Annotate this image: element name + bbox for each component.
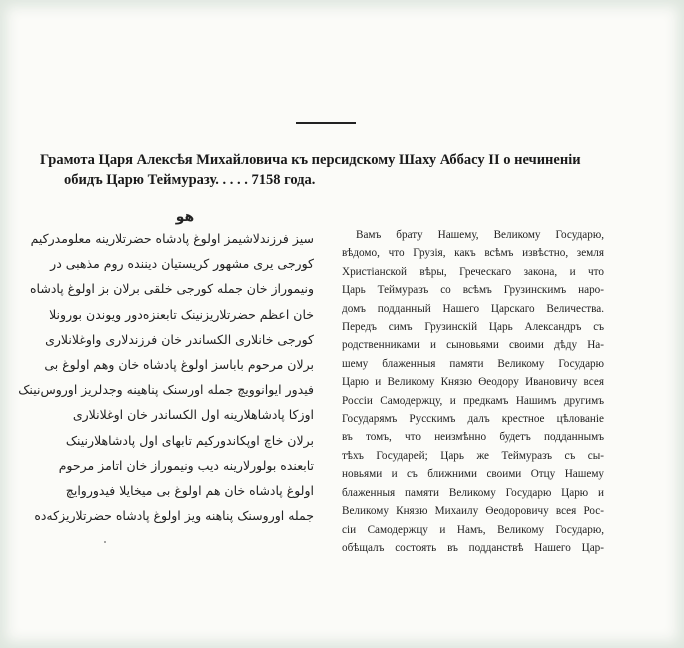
russian-text-line: новьями и съ ближними своими Отцу Нашему: [342, 468, 604, 481]
russian-text-line: домъ подданный Нашего Царскаго Величества.: [342, 302, 604, 315]
persian-text-line: کورجی خانلاری الکساندر خان فرزندلاری واوغلانلاری: [45, 331, 314, 347]
russian-text-line: Государямъ Русскимъ далъ крестное цѣлованіе: [342, 413, 604, 426]
title-line-1: Грамота Царя Алексѣя Михайловича къ персидскому Шаху Аббасу II о нечиненіи: [40, 152, 581, 168]
persian-text-line: جمله اوروسنک پناهنه ویز اولوغ پادشاه حضرتلاریزکه‌ده: [34, 508, 314, 524]
persian-text-line: اولوغ پادشاه خان هم اولوغ بی میخایلا فیدوروایچ: [65, 483, 314, 499]
persian-text-line: سیز فرزندلاشیمز اولوغ پادشاه حضرتلارینه معلومدرکیم: [30, 231, 314, 246]
russian-text-line: Царь Теймуразъ со всѣмъ Грузинскимъ наро-: [342, 284, 604, 297]
russian-text-line: Христіанской вѣры, Греческаго закона, и что: [342, 265, 604, 278]
persian-text-line: اوزکا پادشاهلارینه اول الکساندر خان اوغلانلاری: [72, 407, 314, 423]
russian-text-column: [342, 226, 604, 557]
paper-speck: [104, 541, 106, 543]
persian-text-line: فیدور ایوانوویچ جمله اورسنک پناهینه وجدلریز اوروس‌نینک: [18, 382, 314, 398]
persian-text-line: ونیموراز خان جمله کورجی خلقی برلان بز اولوغ پادشاه: [30, 281, 314, 297]
invocation-mark: هو: [175, 209, 195, 225]
russian-text-line: Вамъ брату Нашему, Великому Государю,: [356, 229, 604, 241]
persian-text-line: برلان خاچ اوپکاندورکیم تابهای اول پادشاهلارنینک: [65, 432, 314, 448]
russian-text-line: Передъ симъ Грузинскій Царь Александръ съ: [342, 321, 604, 334]
russian-text-line: вѣдомо, что Грузія, какъ всѣмъ извѣстно, земля: [342, 247, 604, 260]
persian-text-column: [18, 226, 314, 528]
persian-text-line: برلان مرحوم باباسز اولوغ پادشاه خان وهم اولوغ بی: [44, 357, 314, 373]
document-title: [40, 150, 640, 190]
russian-text-line: сіи Самодержцу и Намъ, Великому Государю,: [342, 523, 604, 536]
title-line-2: обидъ Царю Теймуразу. . . . . 7158 года.: [64, 172, 316, 188]
russian-text-line: Великому Князю Михаилу Өеодоровичу всея Рос-: [342, 505, 604, 518]
separator-rule: [296, 122, 356, 124]
russian-text-line: блаженныя памяти Великому Государю Царю и: [342, 486, 604, 499]
russian-text-line: въ томъ, что неизмѣнно будетъ подданнымъ: [342, 431, 604, 444]
russian-text-line: шему блаженныя памяти Великому Государю: [342, 357, 604, 370]
russian-text-line: обѣщалъ состоять въ подданствѣ Нашего Цар-: [342, 541, 604, 554]
russian-text-line: Россіи Самодержцу, и предкамъ Нашимъ другимъ: [342, 394, 604, 407]
russian-text-line: тѣхъ Государей; Царь же Теймуразъ съ сы-: [342, 449, 604, 462]
persian-text-line: کورجی یری مشهور کریستیان دیننده روم مذهبی در: [50, 256, 314, 272]
russian-text-line: родственниками и сыновьями своими дѣду На-: [342, 339, 604, 352]
russian-text-line: Царю и Великому Князю Өеодору Ивановичу всея: [342, 376, 604, 389]
persian-text-line: تابعنده بولورلارینه دیب ونیموراز خان اتامز مرحوم: [58, 457, 314, 473]
persian-text-line: خان اعظم حضرتلاریزنینک تابعنزه‌دور ویوندن بورونلا: [49, 306, 314, 322]
